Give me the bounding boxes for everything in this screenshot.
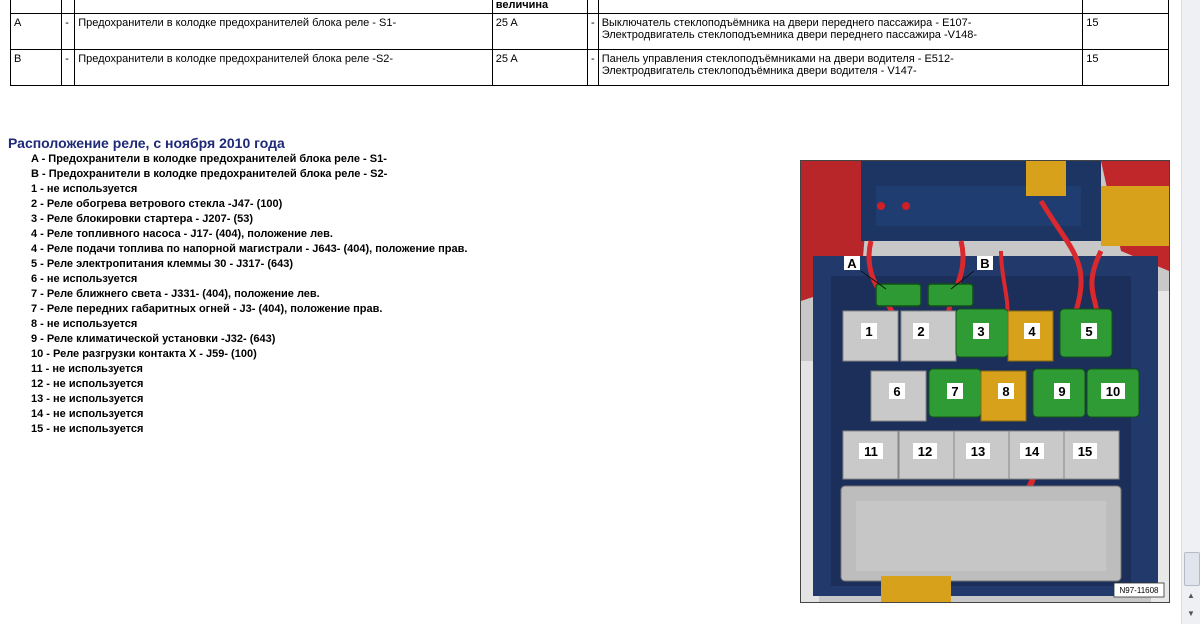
relay-box-illustration <box>801 161 1169 602</box>
header-cell <box>62 0 75 14</box>
legend-item: 5 - Реле электропитания клеммы 30 - J317- (643) <box>31 258 294 270</box>
slot-label-12: 12 <box>917 444 933 459</box>
header-cell-value: величина <box>492 0 587 14</box>
slot-label-4: 4 <box>1028 324 1036 339</box>
fuse-label-b: B <box>980 256 990 271</box>
scrollbar-thumb[interactable] <box>1184 552 1200 586</box>
cell-dash: - <box>62 50 75 86</box>
legend-item: 9 - Реле климатической установки -J32- (643) <box>31 333 276 345</box>
cell-position: B <box>11 50 62 86</box>
header-cell <box>75 0 493 14</box>
cell-number: 15 <box>1083 14 1169 50</box>
legend-item: 12 - не используется <box>31 378 144 390</box>
slot-label-14: 14 <box>1024 444 1040 459</box>
header-cell <box>588 0 599 14</box>
slot-label-2: 2 <box>917 324 925 339</box>
header-cell <box>598 0 1083 14</box>
legend-item: 7 - Реле ближнего света - J331- (404), положение лев. <box>31 288 320 300</box>
section-title: Расположение реле, с ноября 2010 года <box>8 135 285 151</box>
cell-value: 25 A <box>492 14 587 50</box>
vertical-scrollbar[interactable] <box>1181 0 1200 624</box>
legend-item: 4 - Реле подачи топлива по напорной магистрали - J643- (404), положение прав. <box>31 243 468 255</box>
header-cell <box>11 0 62 14</box>
slot-label-7: 7 <box>951 384 959 399</box>
legend-item: 3 - Реле блокировки стартера - J207- (53) <box>31 213 254 225</box>
cell-consumers <box>598 50 1083 86</box>
cell-value: 25 A <box>492 50 587 86</box>
slot-label-6: 6 <box>893 384 901 399</box>
legend-item: B - Предохранители в колодке предохранителей блока реле - S2- <box>31 168 388 180</box>
consumer-line: Панель управления стеклоподъёмниками на двери водителя - E512- <box>601 53 954 65</box>
legend-item: 6 - не используется <box>31 273 138 285</box>
consumer-line: Электродвигатель стеклоподъёмника двери водителя - V147- <box>601 65 917 77</box>
slot-label-10: 10 <box>1105 384 1121 399</box>
fuse-label-a: A <box>847 256 857 271</box>
scroll-up-icon[interactable]: ▲ <box>1187 591 1195 600</box>
slot-label-3: 3 <box>977 324 985 339</box>
cell-dash: - <box>62 14 75 50</box>
consumer-line: Выключатель стеклоподъёмника на двери переднего пассажира - E107- <box>601 17 972 29</box>
cell-number: 15 <box>1083 50 1169 86</box>
cell-dash: - <box>588 14 599 50</box>
cell-description: Предохранители в колодке предохранителей блока реле -S2- <box>75 50 493 86</box>
legend-item: 11 - не используется <box>31 363 143 375</box>
slot-label-9: 9 <box>1058 384 1066 399</box>
consumer-line: Электродвигатель стеклоподъемника двери переднего пассажира -V148- <box>601 29 977 41</box>
cell-description: Предохранители в колодке предохранителей блока реле - S1- <box>75 14 493 50</box>
legend-item: 10 - Реле разгрузки контакта X - J59- (100) <box>31 348 257 360</box>
scroll-down-icon[interactable]: ▼ <box>1187 609 1195 618</box>
legend-item: 2 - Реле обогрева ветрового стекла -J47- (100) <box>31 198 283 210</box>
cell-position: A <box>11 14 62 50</box>
legend-item: 14 - не используется <box>31 408 144 420</box>
table-header-row <box>11 0 1169 14</box>
image-reference-code: N97-11608 <box>1119 586 1159 595</box>
slot-label-5: 5 <box>1085 324 1093 339</box>
legend-item: 7 - Реле передних габаритных огней - J3- (404), положение прав. <box>31 303 383 315</box>
relay-legend <box>31 152 467 437</box>
legend-item: 4 - Реле топливного насоса - J17- (404), положение лев. <box>31 228 333 240</box>
relay-box-diagram <box>800 160 1170 603</box>
slot-label-15: 15 <box>1077 444 1093 459</box>
slot-label-11: 11 <box>864 444 878 459</box>
table-row <box>11 14 1169 50</box>
legend-item: 15 - не используется <box>31 423 144 435</box>
fuse-table <box>10 0 1169 86</box>
slot-label-1: 1 <box>865 324 873 339</box>
cell-dash: - <box>588 50 599 86</box>
legend-item: A - Предохранители в колодке предохранителей блока реле - S1- <box>31 153 387 165</box>
legend-item: 13 - не используется <box>31 393 144 405</box>
table-row <box>11 50 1169 86</box>
legend-item: 1 - не используется <box>31 183 138 195</box>
slot-label-8: 8 <box>1002 384 1010 399</box>
cell-consumers <box>598 14 1083 50</box>
header-cell <box>1083 0 1169 14</box>
legend-item: 8 - не используется <box>31 318 138 330</box>
slot-label-13: 13 <box>970 444 986 459</box>
